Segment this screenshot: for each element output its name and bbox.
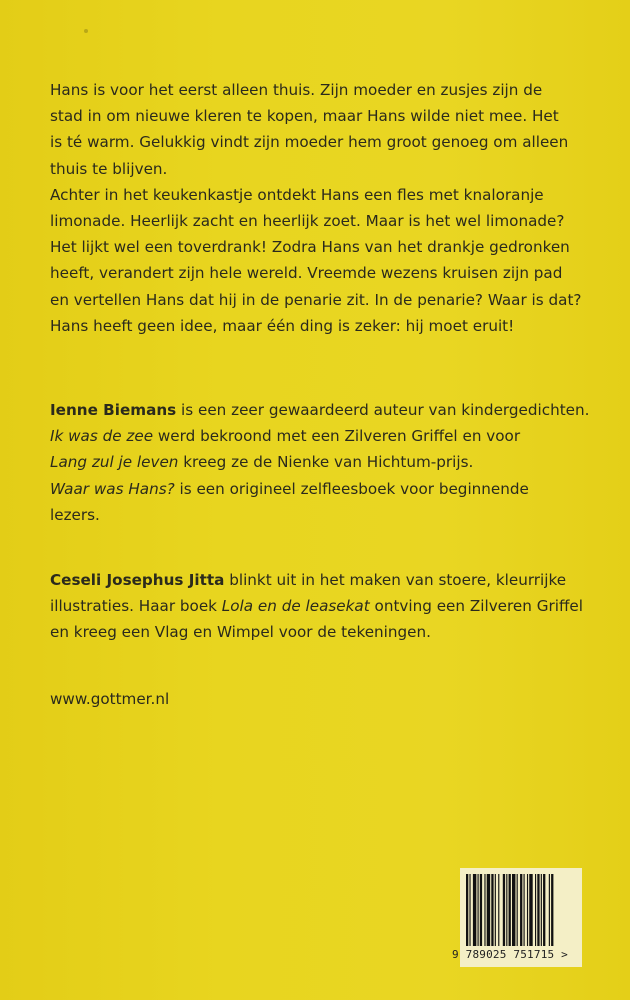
- barcode-bar: [491, 874, 493, 946]
- barcode-bar: [495, 874, 496, 946]
- author-bio-line: Ik was de zee werd bekroond met een Zilveren Griffel en voor: [50, 427, 521, 446]
- barcode-bar: [535, 874, 536, 946]
- book-title: Ik was de zee: [50, 427, 154, 446]
- blurb-line: en vertellen Hans dat hij in de penarie zit. In de penarie? Waar is dat?: [50, 290, 582, 309]
- blurb-line: stad in om nieuwe kleren te kopen, maar Hans wilde niet mee. Het: [50, 107, 559, 126]
- barcode-bar: [498, 874, 499, 946]
- blurb-text: [50, 77, 610, 339]
- barcode-bar: [551, 874, 553, 946]
- blurb-line: heeft, verandert zijn hele wereld. Vreemde wezens kruisen zijn pad: [50, 264, 563, 283]
- book-title: Waar was Hans?: [50, 479, 175, 498]
- author-name: Ienne Biemans: [50, 401, 177, 419]
- blurb-line: is té warm. Gelukkig vindt zijn moeder hem groot genoeg om alleen: [50, 133, 569, 152]
- blurb-line: Achter in het keukenkastje ontdekt Hans een fles met knaloranje: [50, 185, 544, 204]
- barcode-bar: [480, 874, 482, 946]
- barcode-bar: [517, 874, 518, 946]
- barcode-bar: [529, 874, 532, 946]
- author-bio-line: Waar was Hans? is een origineel zelfleesboek voor beginnende: [50, 479, 529, 498]
- barcode-bar: [484, 874, 485, 946]
- barcode-bar: [520, 874, 522, 946]
- blurb-line: limonade. Heerlijk zacht en heerlijk zoet. Maar is het wel limonade?: [50, 212, 565, 231]
- illustrator-bio-line: Ceseli Josephus Jitta blinkt uit in het maken van stoere, kleurrijke: [50, 571, 567, 589]
- barcode-bar: [473, 874, 476, 946]
- author-bio-line: Ienne Biemans is een zeer gewaardeerd auteur van kindergedichten.: [50, 401, 590, 419]
- blurb-line: Het lijkt wel een toverdrank! Zodra Hans van het drankje gedronken: [50, 238, 570, 257]
- illustrator-bio-line: illustraties. Haar boek Lola en de leasekat ontving een Zilveren Griffel: [50, 597, 583, 616]
- barcode-bar: [543, 874, 545, 946]
- barcode-bar: [512, 874, 515, 946]
- barcode-bar: [469, 874, 470, 946]
- author-bio-line: lezers.: [50, 505, 100, 524]
- barcode-bar: [509, 874, 511, 946]
- book-title: Lola en de leasekat: [221, 597, 370, 616]
- book-title: Lang zul je leven: [50, 453, 179, 472]
- author-bio: [50, 397, 610, 528]
- isbn-number: 9 789025 751715 >: [452, 948, 568, 961]
- barcode-bar: [466, 874, 468, 946]
- barcode-bar: [478, 874, 479, 946]
- print-speck: [84, 29, 88, 33]
- barcode-bar: [541, 874, 542, 946]
- illustrator-name: Ceseli Josephus Jitta: [50, 571, 225, 589]
- barcode-bar: [524, 874, 525, 946]
- barcode-bar: [503, 874, 505, 946]
- illustrator-bio: [50, 567, 610, 646]
- barcode-bar: [549, 874, 550, 946]
- blurb-line: thuis te blijven.: [50, 159, 168, 178]
- illustrator-bio-line: en kreeg een Vlag en Wimpel voor de tekeningen.: [50, 623, 431, 642]
- publisher-website: [50, 686, 610, 712]
- website-url: www.gottmer.nl: [50, 690, 170, 708]
- barcode-bar: [487, 874, 490, 946]
- author-bio-line: Lang zul je leven kreeg ze de Nienke van Hichtum-prijs.: [50, 453, 474, 472]
- blurb-line: Hans heeft geen idee, maar één ding is zeker: hij moet eruit!: [50, 316, 515, 335]
- barcode-bar: [506, 874, 507, 946]
- blurb-line: Hans is voor het eerst alleen thuis. Zijn moeder en zusjes zijn de: [50, 81, 543, 99]
- barcode-bar: [537, 874, 539, 946]
- barcode-bar: [527, 874, 528, 946]
